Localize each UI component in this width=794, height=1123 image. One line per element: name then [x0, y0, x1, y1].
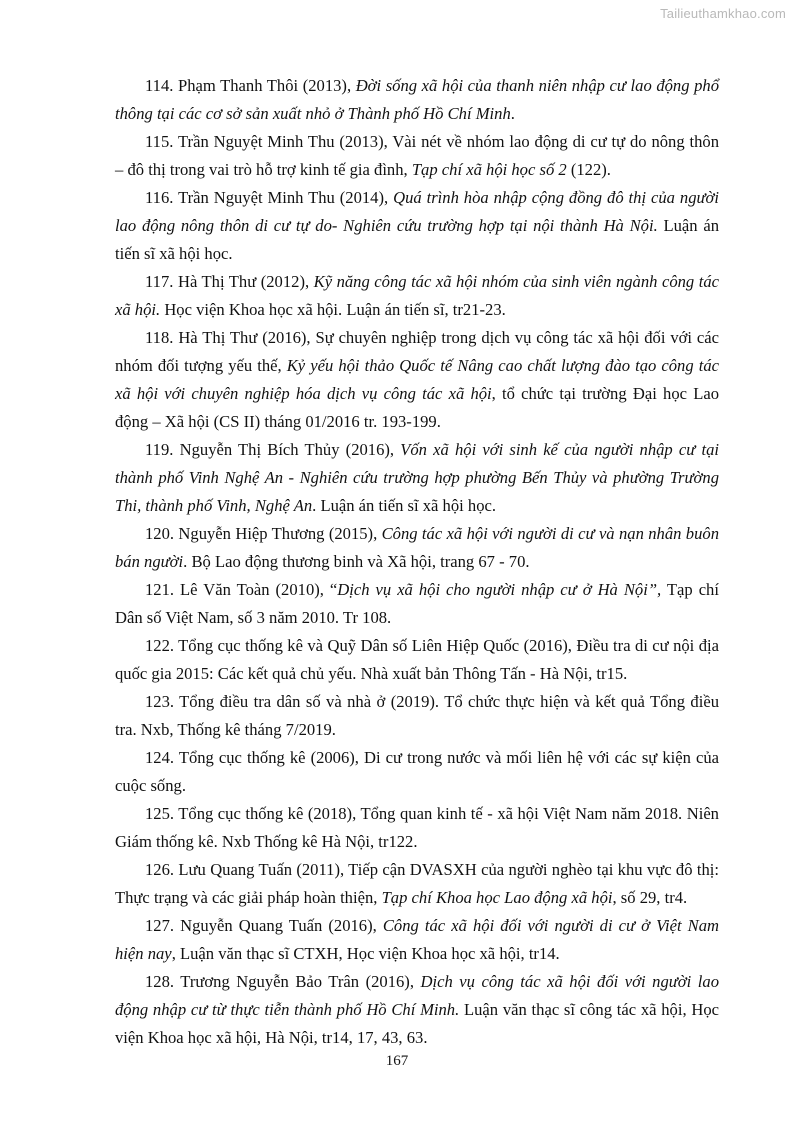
reference-title-italic: Tạp chí Khoa học Lao động xã hội: [381, 888, 613, 907]
reference-number: 124.: [145, 748, 175, 767]
reference-text: Lưu Quang Tuấn (2011), Tiếp cận DVASXH của người nghèo tại khu vực đô thị: Thực trạng và các giải pháp hoàn thiện,: [115, 860, 719, 907]
reference-item: [115, 632, 719, 688]
reference-text: Học viện Khoa học xã hội. Luận án tiến sĩ, tr21-23.: [160, 300, 506, 319]
reference-text: (122).: [566, 160, 611, 179]
reference-item: [115, 744, 719, 800]
reference-item: [115, 968, 719, 1052]
reference-text: Phạm Thanh Thôi (2013),: [178, 76, 356, 95]
reference-title-italic: Tạp chí xã hội học số 2: [411, 160, 567, 179]
reference-item: [115, 184, 719, 268]
reference-item: [115, 72, 719, 128]
reference-number: 125.: [145, 804, 175, 823]
reference-item: [115, 912, 719, 968]
reference-text: Hà Thị Thư (2012),: [177, 272, 314, 291]
reference-text: Luận văn thạc sĩ công tác xã hội, Học viện Khoa học xã hội, Hà Nội, tr14, 17, 43, 63.: [115, 1000, 719, 1047]
reference-text: Luận án tiến sĩ xã hội học.: [115, 216, 719, 263]
reference-title-italic: Công tác xã hội đối với người di cư ở Việt Nam hiện nay: [115, 916, 719, 963]
reference-item: [115, 688, 719, 744]
reference-item: [115, 268, 719, 324]
reference-text: Tổng cục thống kê (2018), Tổng quan kinh tế - xã hội Việt Nam năm 2018. Niên Giám thống kê. Nxb Thống kê Hà Nội, tr122.: [115, 804, 719, 851]
reference-number: 117.: [145, 272, 174, 291]
reference-number: 128.: [145, 972, 175, 991]
reference-number: 115.: [145, 132, 174, 151]
reference-text: Nguyễn Thị Bích Thủy (2016),: [179, 440, 401, 459]
reference-title-italic: Kỷ yếu hội thảo Quốc tế Nâng cao chất lượng đào tạo công tác xã hội với chuyên nghiệp hóa dịch vụ công tác xã hội: [115, 356, 719, 403]
reference-number: 122.: [145, 636, 175, 655]
reference-item: [115, 576, 719, 632]
reference-number: 123.: [145, 692, 175, 711]
reference-text: Trần Nguyệt Minh Thu (2014),: [178, 188, 394, 207]
reference-text: Tạp chí Dân số Việt Nam, số 3 năm 2010. Tr 108.: [115, 580, 719, 627]
reference-title-italic: Đời sống xã hội của thanh niên nhập cư lao động phổ thông tại các cơ sở sản xuất nhỏ ở Thành phố Hồ Chí Minh: [115, 76, 719, 123]
reference-title-italic: Công tác xã hội với người di cư và nạn nhân buôn bán người: [115, 524, 719, 571]
reference-number: 119.: [145, 440, 174, 459]
reference-number: 121.: [145, 580, 175, 599]
reference-text: . Bộ Lao động thương binh và Xã hội, trang 67 - 70.: [183, 552, 530, 571]
reference-number: 116.: [145, 188, 174, 207]
reference-item: [115, 128, 719, 184]
reference-text: Tổng điều tra dân số và nhà ở (2019). Tổ chức thực hiện và kết quả Tổng điều tra. Nxb, Thống kê tháng 7/2019.: [115, 692, 719, 739]
reference-text: .: [510, 104, 515, 123]
watermark: Tailieuthamkhao.com: [660, 6, 786, 21]
reference-number: 118.: [145, 328, 174, 347]
reference-number: 120.: [145, 524, 175, 543]
reference-text: Trương Nguyễn Bảo Trân (2016),: [180, 972, 421, 991]
reference-item: [115, 800, 719, 856]
reference-title-italic: Dịch vụ công tác xã hội đối với người lao động nhập cư từ thực tiễn thành phố Hồ Chí Minh.: [115, 972, 720, 1019]
reference-text: Hà Thị Thư (2016), Sự chuyên nghiệp trong dịch vụ công tác xã hội đối với các nhóm đối tượng yếu thế,: [115, 328, 719, 375]
reference-text: Tổng cục thống kê và Quỹ Dân số Liên Hiệp Quốc (2016), Điều tra di cư nội địa quốc gia 2015: Các kết quả chủ yếu. Nhà xuất bản Thông Tấn - Hà Nội, tr15.: [115, 636, 719, 683]
reference-text: , tổ chức tại trường Đại học Lao động – Xã hội (CS II) tháng 01/2016 tr. 193-199.: [115, 384, 719, 431]
page-number: 167: [385, 1053, 409, 1069]
reference-number: 114.: [145, 76, 174, 95]
reference-text: , số 29, tr4.: [612, 888, 688, 907]
reference-title-italic: Dịch vụ xã hội cho người nhập cư ở Hà Nội”,: [337, 580, 662, 599]
reference-list: [115, 72, 719, 1052]
reference-text: Trần Nguyệt Minh Thu (2013), Vài nét về nhóm lao động di cư tự do nông thôn – đô thị trong vai trò hỗ trợ kinh tế gia đình,: [115, 132, 719, 179]
reference-text: . Luận án tiến sĩ xã hội học.: [312, 496, 497, 515]
reference-item: [115, 436, 719, 520]
reference-title-italic: Quá trình hòa nhập cộng đồng đô thị của người lao động nông thôn di cư tự do- Nghiên cứu trường hợp tại nội thành Hà Nội.: [115, 188, 720, 235]
reference-item: [115, 324, 719, 436]
reference-text: Nguyễn Quang Tuấn (2016),: [180, 916, 383, 935]
reference-title-italic: Vốn xã hội với sinh kế của người nhập cư tại thành phố Vinh Nghệ An - Nghiên cứu trường hợp phường Bến Thủy và phường Trường Thi, thành phố Vinh, Nghệ An: [115, 440, 719, 515]
reference-text: Tổng cục thống kê (2006), Di cư trong nước và mối liên hệ với các sự kiện của cuộc sống.: [115, 748, 719, 795]
reference-text: Lê Văn Toàn (2010), “: [180, 580, 338, 599]
reference-item: [115, 520, 719, 576]
reference-number: 127.: [145, 916, 175, 935]
reference-number: 126.: [145, 860, 175, 879]
reference-text: , Luận văn thạc sĩ CTXH, Học viện Khoa học xã hội, tr14.: [171, 944, 560, 963]
reference-title-italic: Kỹ năng công tác xã hội nhóm của sinh viên ngành công tác xã hội.: [115, 272, 719, 319]
reference-item: [115, 856, 719, 912]
reference-text: Nguyễn Hiệp Thương (2015),: [178, 524, 382, 543]
